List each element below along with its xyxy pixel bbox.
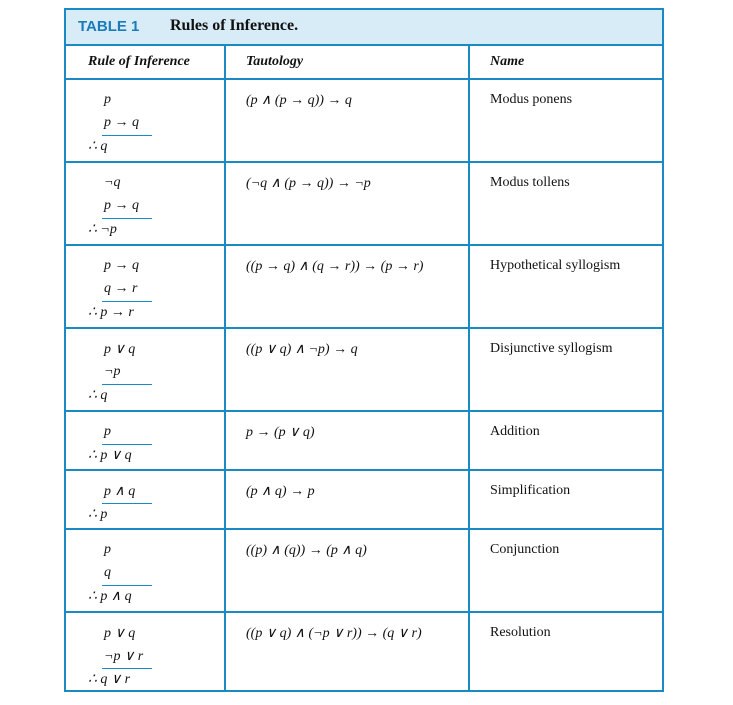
row-divider [66, 327, 662, 329]
row-divider [66, 469, 662, 471]
premise: p → q [104, 115, 139, 130]
conclusion: ∴ p → r [88, 305, 134, 320]
inference-bar [102, 668, 152, 669]
premise: ¬p ∨ r [104, 649, 144, 664]
rule-name: Modus tollens [490, 175, 570, 190]
premise: p ∨ q [104, 626, 136, 641]
tautology: ((p ∨ q) ∧ ¬p) → q [246, 342, 358, 357]
conclusion: ∴ p ∧ q [88, 589, 132, 604]
rule-name: Simplification [490, 483, 571, 498]
premise: p → q [104, 258, 139, 273]
premise: ¬p [104, 364, 121, 379]
inference-bar [102, 218, 152, 219]
premise: ¬q [104, 175, 121, 190]
inference-bar [102, 585, 152, 586]
premise: p ∨ q [104, 342, 136, 357]
inference-bar [102, 135, 152, 136]
conclusion: ∴ q [88, 388, 108, 403]
premise: q → r [104, 281, 138, 296]
premise: q [104, 565, 111, 580]
header-tautology: Tautology [246, 54, 304, 69]
column-divider [224, 46, 226, 690]
inference-bar [102, 503, 152, 504]
tautology: (p ∧ q) → p [246, 484, 315, 499]
tautology: ((p ∨ q) ∧ (¬p ∨ r)) → (q ∨ r) [246, 626, 422, 641]
inference-bar [102, 444, 152, 445]
premise: p [104, 92, 111, 107]
tautology: p → (p ∨ q) [246, 425, 315, 440]
table-label: TABLE 1 [78, 18, 140, 35]
rules-of-inference-table [64, 8, 664, 692]
conclusion: ∴ q [88, 139, 108, 154]
conclusion: ∴ ¬p [88, 222, 117, 237]
header-divider [66, 78, 662, 80]
tautology: (¬q ∧ (p → q)) → ¬p [246, 176, 371, 191]
rule-name: Hypothetical syllogism [490, 258, 621, 273]
row-divider [66, 244, 662, 246]
premise: p [104, 542, 111, 557]
tautology: ((p) ∧ (q)) → (p ∧ q) [246, 543, 367, 558]
inference-bar [102, 384, 152, 385]
rule-name: Modus ponens [490, 92, 573, 107]
rule-name: Addition [490, 424, 540, 439]
conclusion: ∴ p ∨ q [88, 448, 132, 463]
row-divider [66, 611, 662, 613]
premise: p → q [104, 198, 139, 213]
premise: p ∧ q [104, 484, 136, 499]
row-divider [66, 528, 662, 530]
table-title: Rules of Inference. [170, 17, 299, 34]
tautology: ((p → q) ∧ (q → r)) → (p → r) [246, 259, 424, 274]
rule-name: Resolution [490, 625, 551, 640]
header-rule-of-inference: Rule of Inference [88, 54, 190, 69]
column-divider [468, 46, 470, 690]
row-divider [66, 410, 662, 412]
table-caption [66, 10, 662, 46]
conclusion: ∴ q ∨ r [88, 672, 131, 687]
inference-bar [102, 301, 152, 302]
rule-name: Disjunctive syllogism [490, 341, 613, 356]
premise: p [104, 424, 111, 439]
rule-name: Conjunction [490, 542, 560, 557]
row-divider [66, 161, 662, 163]
header-name: Name [490, 54, 525, 69]
conclusion: ∴ p [88, 507, 108, 522]
tautology: (p ∧ (p → q)) → q [246, 93, 352, 108]
